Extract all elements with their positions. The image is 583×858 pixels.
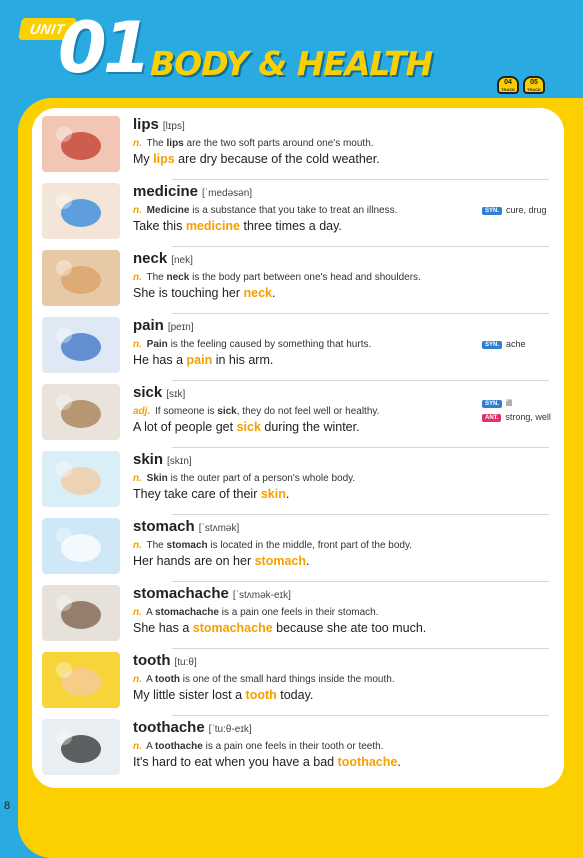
unit-label: UNIT xyxy=(18,18,77,40)
entry-divider xyxy=(172,246,549,247)
pain-photo xyxy=(42,317,120,373)
part-of-speech: n. xyxy=(133,741,142,752)
neck-photo xyxy=(42,250,120,306)
entry-definition: n. A tooth is one of the small hard things inside the mouth. xyxy=(133,674,395,685)
synonym-badge: SYN. xyxy=(482,207,502,215)
entry-example: It's hard to eat when you have a bad toothache. xyxy=(133,755,401,769)
entry-word: tooth [tu:θ] xyxy=(133,652,197,669)
vocab-entry xyxy=(42,451,557,511)
vocab-entry xyxy=(42,317,557,377)
synonym-badge: SYN. xyxy=(482,400,502,408)
entry-phonetic: [ˈtu:θ-eɪk] xyxy=(208,724,252,735)
entry-phonetic: [peɪn] xyxy=(167,322,194,333)
entry-word: skin [skɪn] xyxy=(133,451,192,468)
vocab-entry xyxy=(42,384,557,444)
entry-example: She is touching her neck. xyxy=(133,286,276,300)
stomachache-photo xyxy=(42,585,120,641)
entry-definition: n. The neck is the body part between one's head and shoulders. xyxy=(133,272,421,283)
vocab-entry xyxy=(42,250,557,310)
antonym-badge: ANT. xyxy=(482,414,501,422)
entry-example: My little sister lost a tooth today. xyxy=(133,688,314,702)
vocab-entry xyxy=(42,719,557,779)
part-of-speech: n. xyxy=(133,607,142,618)
entry-definition: n. Medicine is a substance that you take to treat an illness. xyxy=(133,205,398,216)
part-of-speech: n. xyxy=(133,339,142,350)
entry-phonetic: [ˈstʌmək] xyxy=(198,523,240,534)
entry-phonetic: [ˈmedəsən] xyxy=(202,188,253,199)
antonyms: ANT. strong, well xyxy=(482,412,551,422)
tooth-photo xyxy=(42,652,120,708)
entry-word: sick [sɪk] xyxy=(133,384,186,401)
entry-divider xyxy=(172,514,549,515)
vocab-entry xyxy=(42,518,557,578)
part-of-speech: n. xyxy=(133,674,142,685)
entry-phonetic: [sɪk] xyxy=(166,389,186,400)
entry-word: neck [nek] xyxy=(133,250,193,267)
entry-example: A lot of people get sick during the winter. xyxy=(133,420,360,434)
entry-word: stomachache [ˈstʌmək-eɪk] xyxy=(133,585,291,602)
entry-word: medicine [ˈmedəsən] xyxy=(133,183,253,200)
entry-definition: adj. If someone is sick, they do not feel well or healthy. xyxy=(133,406,380,417)
entry-divider xyxy=(172,313,549,314)
stomach-photo xyxy=(42,518,120,574)
part-of-speech: n. xyxy=(133,205,142,216)
vocab-entry xyxy=(42,652,557,712)
synonyms: SYN. cure, drug xyxy=(482,205,547,215)
entry-word: pain [peɪn] xyxy=(133,317,194,334)
entry-divider xyxy=(172,715,549,716)
entry-phonetic: [lɪps] xyxy=(162,121,185,132)
entry-definition: n. The stomach is located in the middle, front part of the body. xyxy=(133,540,413,551)
entry-divider xyxy=(172,179,549,180)
entry-definition: n. The lips are the two soft parts around one's mouth. xyxy=(133,138,374,149)
skin-photo xyxy=(42,451,120,507)
entry-definition: n. A stomachache is a pain one feels in their stomach. xyxy=(133,607,379,618)
synonym-badge: SYN. xyxy=(482,341,502,349)
entry-phonetic: [nek] xyxy=(171,255,193,266)
entry-example: She has a stomachache because she ate too much. xyxy=(133,621,427,635)
audio-track-05-icon[interactable]: 05 TRACK xyxy=(523,76,545,94)
audio-track-04-icon[interactable]: 04 TRACK xyxy=(497,76,519,94)
part-of-speech: n. xyxy=(133,272,142,283)
synonyms: SYN. ache xyxy=(482,339,526,349)
entry-definition: n. Skin is the outer part of a person's whole body. xyxy=(133,473,356,484)
sick-photo xyxy=(42,384,120,440)
entry-definition: n. A toothache is a pain one feels in their tooth or teeth. xyxy=(133,741,384,752)
page-number: 8 xyxy=(4,800,11,812)
entry-example: They take care of their skin. xyxy=(133,487,290,501)
entry-example: He has a pain in his arm. xyxy=(133,353,274,367)
vocab-entry xyxy=(42,183,557,243)
entry-phonetic: [ˈstʌmək-eɪk] xyxy=(232,590,291,601)
entry-example: My lips are dry because of the cold weather. xyxy=(133,152,380,166)
vocab-entry xyxy=(42,585,557,645)
entry-example: Her hands are on her stomach. xyxy=(133,554,310,568)
synonyms: SYN. ill xyxy=(482,398,512,408)
vocab-entry xyxy=(42,116,557,176)
unit-number: 01 xyxy=(58,7,148,89)
entry-divider xyxy=(172,648,549,649)
entry-phonetic: [skɪn] xyxy=(167,456,192,467)
medicine-photo xyxy=(42,183,120,239)
entry-definition: n. Pain is the feeling caused by something that hurts. xyxy=(133,339,372,350)
entry-divider xyxy=(172,447,549,448)
part-of-speech: n. xyxy=(133,138,142,149)
toothache-photo xyxy=(42,719,120,775)
part-of-speech: n. xyxy=(133,473,142,484)
part-of-speech: n. xyxy=(133,540,142,551)
lips-photo xyxy=(42,116,120,172)
entry-example: Take this medicine three times a day. xyxy=(133,219,342,233)
part-of-speech: adj. xyxy=(133,406,151,417)
entry-divider xyxy=(172,581,549,582)
entry-word: toothache [ˈtu:θ-eɪk] xyxy=(133,719,252,736)
unit-title: BODY & HEALTH xyxy=(150,44,433,83)
entry-phonetic: [tu:θ] xyxy=(174,657,197,668)
entry-word: lips [lɪps] xyxy=(133,116,185,133)
entry-divider xyxy=(172,380,549,381)
entry-word: stomach [ˈstʌmək] xyxy=(133,518,240,535)
